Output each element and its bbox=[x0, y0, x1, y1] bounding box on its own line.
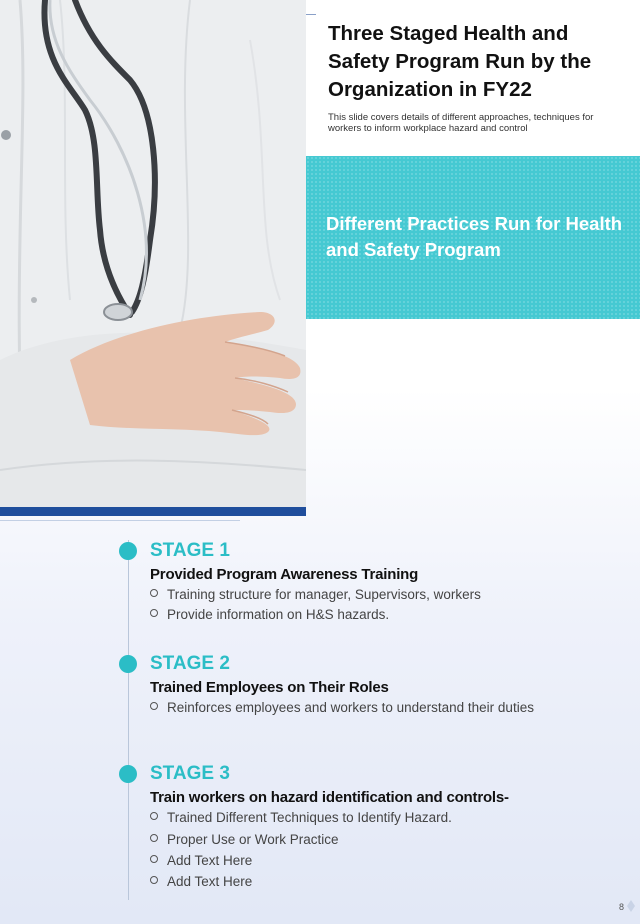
circle-bullet-icon bbox=[150, 589, 158, 597]
stage-dot-icon bbox=[119, 542, 137, 560]
doctor-with-stethoscope-image bbox=[0, 0, 306, 507]
circle-bullet-icon bbox=[150, 855, 158, 863]
list-item: Add Text Here bbox=[150, 853, 252, 868]
stage-heading: Train workers on hazard identification and controls- bbox=[150, 789, 509, 806]
list-item: Add Text Here bbox=[150, 874, 252, 889]
photo-accent-bar bbox=[0, 507, 306, 516]
stage-label: STAGE 1 bbox=[150, 540, 230, 561]
list-item: Training structure for manager, Supervisors, workers bbox=[150, 587, 481, 602]
page-corner-icon bbox=[627, 900, 635, 912]
stage-label: STAGE 3 bbox=[150, 763, 230, 784]
list-item: Provide information on H&S hazards. bbox=[150, 607, 389, 622]
stage-label: STAGE 2 bbox=[150, 653, 230, 674]
highlight-box-text: Different Practices Run for Health and Safety Program bbox=[326, 213, 623, 260]
divider-line bbox=[0, 520, 240, 521]
timeline-line bbox=[128, 540, 129, 900]
circle-bullet-icon bbox=[150, 609, 158, 617]
circle-bullet-icon bbox=[150, 834, 158, 842]
page-number: 8 bbox=[619, 902, 625, 912]
stage-dot-icon bbox=[119, 655, 137, 673]
doctor-photo bbox=[0, 0, 306, 507]
list-item: Trained Different Techniques to Identify Hazard. bbox=[150, 810, 452, 825]
circle-bullet-icon bbox=[150, 876, 158, 884]
divider-line bbox=[306, 14, 316, 15]
stage-heading: Trained Employees on Their Roles bbox=[150, 679, 389, 696]
circle-bullet-icon bbox=[150, 812, 158, 820]
circle-bullet-icon bbox=[150, 702, 158, 710]
stage-dot-icon bbox=[119, 765, 137, 783]
list-item: Reinforces employees and workers to understand their duties bbox=[150, 700, 534, 715]
stage-heading: Provided Program Awareness Training bbox=[150, 566, 419, 583]
highlight-box bbox=[306, 156, 640, 319]
page-title: Three Staged Health and Safety Program Run by the Organization in FY22 bbox=[328, 22, 592, 101]
page-subtitle: This slide covers details of different approaches, techniques for workers to inform workplace hazard and control bbox=[328, 112, 594, 134]
list-item: Proper Use or Work Practice bbox=[150, 832, 339, 847]
